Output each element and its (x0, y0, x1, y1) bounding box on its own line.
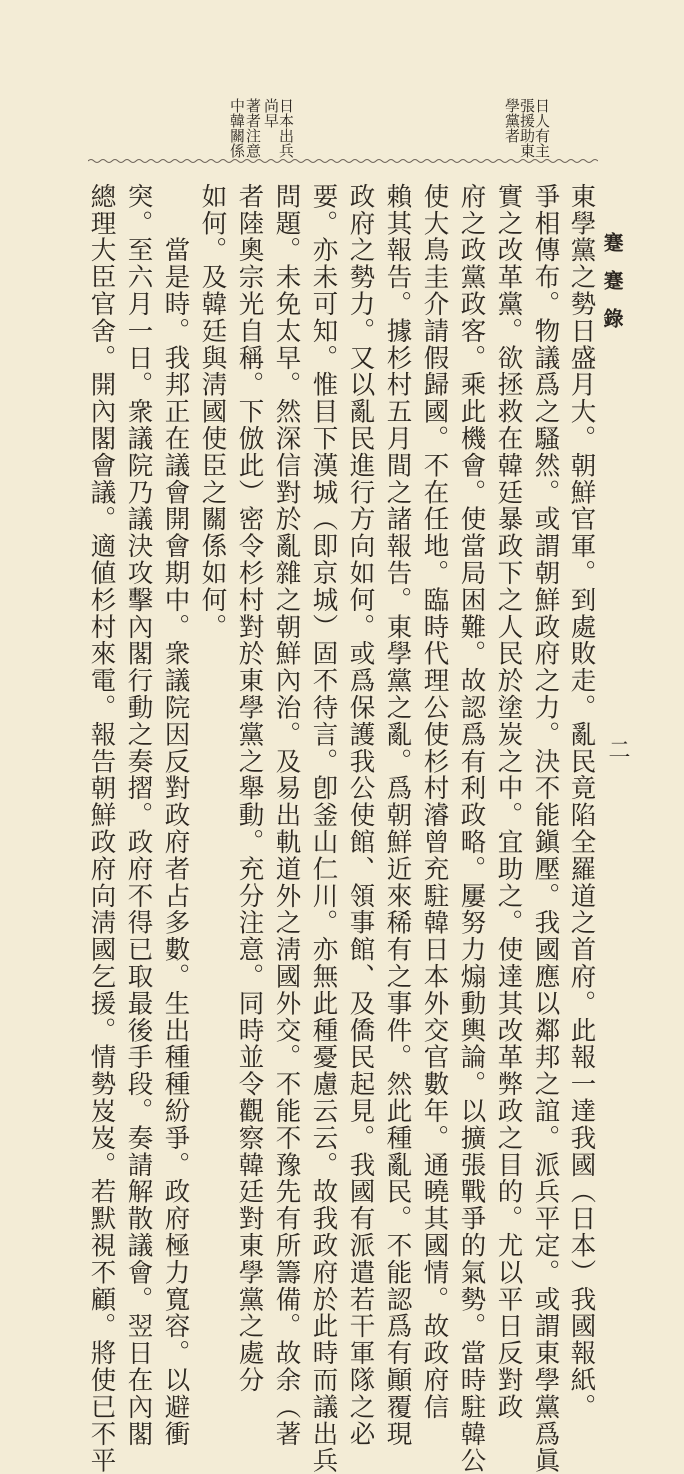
body-column: 政府之勢力。又以亂民進行方向如何。或爲保護我公使館、領事館、及僑民起見。我國有派遣若干軍隊之必 (345, 183, 376, 1448)
side-note: 日本出兵 (277, 98, 295, 158)
side-note: 日人有主 (533, 98, 551, 158)
body-column: 爭相傳布。物議爲之騷然。或謂朝鮮政府之力。決不能鎭壓。我國應以鄰邦之誼。派兵平定。或謂東學黨爲眞 (530, 183, 561, 1474)
running-head-title: 蹇蹇錄 (600, 232, 624, 346)
side-note: 學黨者 (503, 98, 521, 143)
body-column: 問題。未免太早。然深信對於亂雜之朝鮮內治。及易出軌道外之淸國外交。不能不豫先有所籌備。故余（著 (271, 183, 302, 1448)
body-column: 者陸奧宗光自稱。下倣此）密令杉村對於東學黨之舉動。充分注意。同時並令觀察韓廷對東學黨之處分 (234, 183, 265, 1394)
side-note: 張援助東 (518, 98, 536, 158)
body-column: 總理大臣官舍。開內閣會議。適値杉村來電。報告朝鮮政府向淸國乞援。情勢岌岌。若默視不顧。將使已不平 (86, 183, 117, 1474)
body-column: 如何。及韓廷與淸國使臣之關係如何。 (197, 183, 228, 641)
body-column: 使大鳥圭介請假歸國。不在任地。臨時代理公使杉村濬曾充駐韓日本外交官數年。通曉其國情。故政府信 (419, 183, 450, 1421)
body-column: 當是時。我邦正在議會開會期中。衆議院因反對政府者占多數。生出種種紛爭。政府極力寬容。以避衝 (160, 183, 191, 1448)
side-note: 尚早 (262, 98, 280, 128)
body-column: 府之政黨政客。乘此機會。使當局困難。故認爲有利政略。屢努力煽動輿論。以擴張戰爭的氣勢。當時駐韓公 (456, 183, 487, 1474)
header-separator-line (88, 158, 598, 164)
body-column: 東學黨之勢日盛月大。朝鮮官軍。到處敗走。亂民竟陷全羅道之首府。此報一達我國（日本）我國報紙。 (566, 183, 597, 1421)
body-column: 賴其報告。據杉村五月間之諸報告。東學黨之亂。爲朝鮮近來稀有之事件。然此種亂民。不能認爲有顚覆現 (382, 183, 413, 1448)
side-note: 中韓關係 (228, 98, 246, 158)
side-note: 著者注意 (244, 98, 262, 158)
body-column: 要。亦未可知。惟目下漢城（即京城）固不待言。卽釜山仁川。亦無此種憂慮云云。故我政府於此時而議出兵 (308, 183, 339, 1474)
page-number: 二 (605, 738, 630, 760)
body-column: 突。至六月一日。衆議院乃議決攻擊內閣行動之奏摺。政府不得已取最後手段。奏請解散議會。翌日在內閣 (123, 183, 154, 1448)
body-column: 實之改革黨。欲拯救在韓廷暴政下之人民於塗炭之中。宜助之。使達其改革弊政之目的。尤以平日反對政 (493, 183, 524, 1421)
